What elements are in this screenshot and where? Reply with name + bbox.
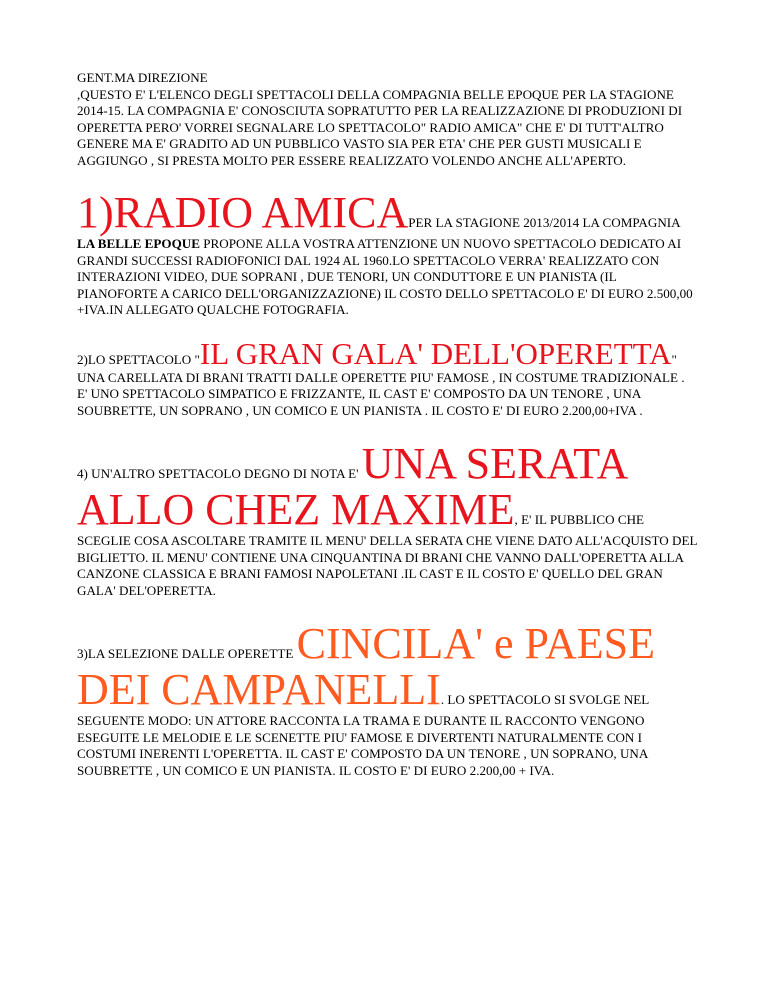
- section-cincila: [77, 621, 697, 779]
- section-cincila-title: CINCILA' e PAESE DEI CAMPANELLI: [77, 619, 655, 714]
- section-cincila-body: . LO SPETTACOLO SI SVOLGE NEL SEGUENTE MODO: UN ATTORE RACCONTA LA TRAMA E DURANTE IL RACCONTO VENGONO ESEGUITE LE MELODIE E LE SCENETTE PIU' FAMOSE E DIVERTENTI NATURALMENTE CON I COSTUMI INERENTI L'OPERETTA. IL CAST E' COMPOSTO DA UN TENORE , UN SOPRANO, UNA SOUBRETTE , UN COMICO E UN PIANISTA. IL COSTO E' DI EURO 2.200,00 + IVA.: [77, 692, 649, 778]
- section-gran-gala-title: IL GRAN GALA' DELL'OPERETTA: [199, 335, 672, 371]
- section-chez-maxime-prefix: 4) UN'ALTRO SPETTACOLO DEGNO DI NOTA E': [77, 466, 362, 481]
- intro-paragraph: [77, 70, 697, 169]
- intro-body: ,QUESTO E' L'ELENCO DEGLI SPETTACOLI DELLA COMPAGNIA BELLE EPOQUE PER LA STAGIONE 2014-15. LA COMPAGNIA E' CONOSCIUTA SOPRATUTTO PER LA REALIZZAZIONE DI PRODUZIONI DI OPERETTA PERO' VORREI SEGNALARE LO SPETTACOLO" RADIO AMICA" CHE E' DI TUTT'ALTRO GENERE MA E' GRADITO AD UN PUBBLICO VASTO SIA PER ETA' CHE PER GUSTI MUSICALI E AGGIUNGO , SI PRESTA MOLTO PER ESSERE REALIZZATO VOLENDO ANCHE ALL'APERTO.: [77, 86, 683, 168]
- section-cincila-prefix: 3)LA SELEZIONE DALLE OPERETTE: [77, 646, 297, 661]
- section-gran-gala: [77, 337, 697, 420]
- document-page: [77, 70, 697, 779]
- section-chez-maxime-body: , E' IL PUBBLICO CHE SCEGLIE COSA ASCOLTARE TRAMITE IL MENU' DELLA SERATA CHE VIENE DATO ALL'ACQUISTO DEL BIGLIETTO. IL MENU' CONTIENE UNA CINQUANTINA DI BRANI CHE VANNO DALL'OPERETTA ALLA CANZONE CLASSICA E BRANI FAMOSI NAPOLETANI .IL CAST E IL COSTO E' QUELLO DEL GRAN GALA' DEL'OPERETTA.: [77, 512, 697, 598]
- section-radio-amica-lead: PER LA STAGIONE 2013/2014 LA COMPAGNIA: [408, 215, 680, 230]
- intro-salutation: GENT.MA DIREZIONE: [77, 70, 208, 85]
- section-radio-amica: [77, 190, 697, 319]
- section-gran-gala-prefix: 2)LO SPETTACOLO ": [77, 351, 200, 367]
- section-gran-gala-body: " UNA CARELLATA DI BRANI TRATTI DALLE OPERETTE PIU' FAMOSE , IN COSTUME TRADIZIONALE . E' UNO SPETTACOLO SIMPATICO E FRIZZANTE, IL CAST E' COMPOSTO DA UN TENORE , UNA SOUBRETTE, UN SOPRANO , UN COMICO E UN PIANISTA . IL COSTO E' DI EURO 2.200,00+IVA .: [77, 351, 685, 418]
- company-name: LA BELLE EPOQUE: [77, 236, 200, 251]
- section-radio-amica-title: 1)RADIO AMICA: [77, 188, 409, 237]
- section-chez-maxime: [77, 441, 697, 599]
- section-chez-maxime-title: UNA SERATA ALLO CHEZ MAXIME: [77, 439, 626, 534]
- section-radio-amica-body: PROPONE ALLA VOSTRA ATTENZIONE UN NUOVO SPETTACOLO DEDICATO AI GRANDI SUCCESSI RADIOFONICI DAL 1924 AL 1960.LO SPETTACOLO VERRA' REALIZZATO CON INTERAZIONI VIDEO, DUE SOPRANI , DUE TENORI, UN CONDUTTORE E UN PIANISTA (IL PIANOFORTE A CARICO DELL'ORGANIZZAZIONE) IL COSTO DELLO SPETTACOLO E' DI EURO 2.500,00 +IVA.IN ALLEGATO QUALCHE FOTOGRAFIA.: [77, 236, 693, 317]
